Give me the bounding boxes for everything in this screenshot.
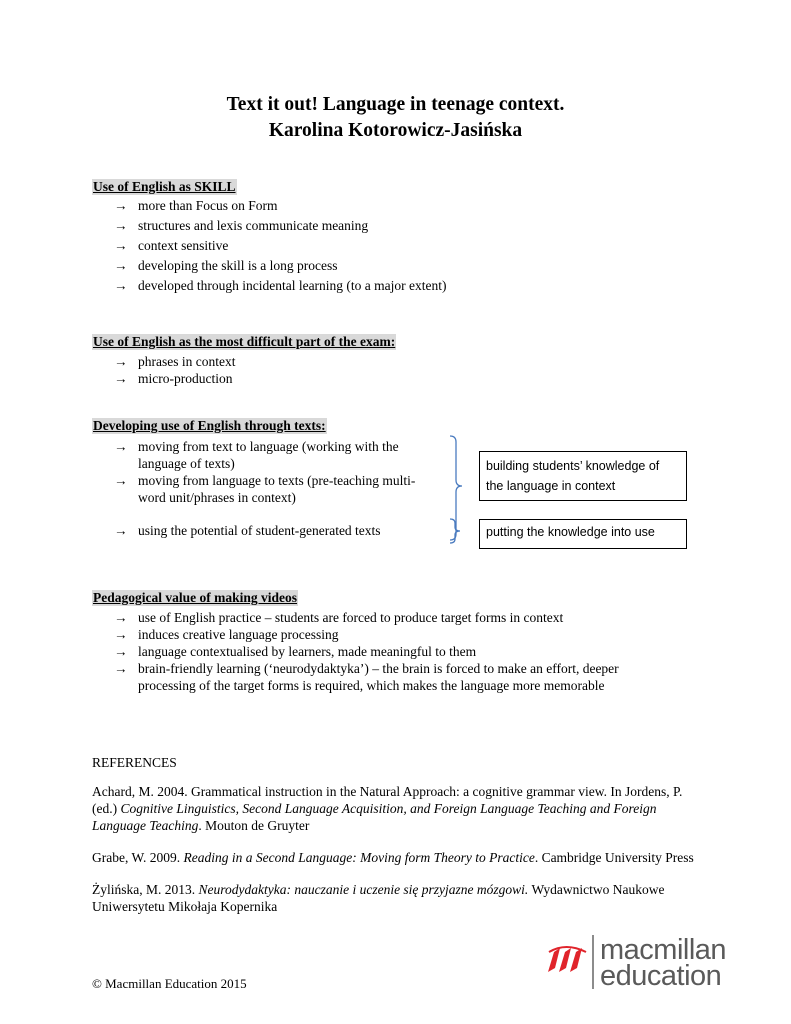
arrow-icon: → xyxy=(114,644,128,659)
section-heading-videos: Pedagogical value of making videos xyxy=(93,590,298,605)
list-item: → use of English practice – students are forced to produce target forms in context xyxy=(114,610,564,625)
bullet-list-texts xyxy=(114,438,438,539)
list-item: → moving from language to texts (pre-teaching multi-word unit/phrases in context) xyxy=(114,473,416,505)
macmillan-education-logo xyxy=(544,933,727,993)
references-list xyxy=(92,783,702,930)
arrow-icon: → xyxy=(114,198,128,213)
section-heading-exam: Use of English as the most difficult part of the exam: xyxy=(93,334,396,349)
arrow-icon: → xyxy=(114,661,128,676)
arrow-icon: → xyxy=(114,218,128,233)
list-item: → brain-friendly learning (‘neurodydaktyka’) – the brain is forced to make an effort, deeper processing of the target forms is required, which makes the language more memorable xyxy=(114,661,619,693)
arrow-icon: → xyxy=(114,371,128,386)
references-heading: REFERENCES xyxy=(92,755,177,770)
list-item: → more than Focus on Form xyxy=(114,198,278,213)
bullet-list-videos xyxy=(114,609,654,694)
arrow-icon: → xyxy=(114,238,128,253)
list-item: → using the potential of student-generated texts xyxy=(114,523,381,538)
bullet-list-skill xyxy=(114,197,447,294)
logo-divider xyxy=(592,935,594,989)
section-heading-skill: Use of English as SKILL xyxy=(93,179,236,194)
copyright-footer: © Macmillan Education 2015 xyxy=(92,976,247,991)
reference-item: Grabe, W. 2009. Reading in a Second Language: Moving form Theory to Practice. Cambridge University Press xyxy=(92,850,694,865)
arrow-icon: → xyxy=(114,473,128,488)
list-item: → developed through incidental learning (to a major extent) xyxy=(114,278,447,293)
summary-box-use: putting the knowledge into use xyxy=(479,519,687,549)
list-item: → context sensitive xyxy=(114,238,229,253)
list-item: → phrases in context xyxy=(114,354,236,369)
arrow-icon: → xyxy=(114,354,128,369)
reference-item: Żylińska, M. 2013. Neurodydaktyka: nauczanie i uczenie się przyjazne mózgowi. Wydawnictwo Naukowe Uniwersytetu Mikołaja Kopernika xyxy=(92,882,665,914)
macmillan-logo-mark-icon xyxy=(546,944,590,974)
author-line: Karolina Kotorowicz-Jasińska xyxy=(268,120,523,141)
arrow-icon: → xyxy=(114,258,128,273)
list-item: → micro-production xyxy=(114,371,233,386)
arrow-icon: → xyxy=(114,610,128,625)
list-item: → moving from text to language (working with the language of texts) xyxy=(114,439,399,471)
list-item: → language contextualised by learners, made meaningful to them xyxy=(114,644,477,659)
section-heading-texts: Developing use of English through texts: xyxy=(93,418,326,433)
document-title xyxy=(0,92,791,144)
list-item: → structures and lexis communicate meaning xyxy=(114,218,369,233)
arrow-icon: → xyxy=(114,439,128,454)
bullet-list-exam xyxy=(114,353,235,387)
title-line: Text it out! Language in teenage context. xyxy=(226,94,565,115)
logo-text-line1: macmillan xyxy=(600,934,727,966)
list-item: → developing the skill is a long process xyxy=(114,258,338,273)
summary-box-knowledge: building students’ knowledge of the language in context xyxy=(479,451,687,501)
arrow-icon: → xyxy=(114,523,128,538)
arrow-icon: → xyxy=(114,278,128,293)
brace-icon xyxy=(446,518,470,544)
list-item: → induces creative language processing xyxy=(114,627,339,642)
arrow-icon: → xyxy=(114,627,128,642)
logo-text-line2: education xyxy=(600,960,722,992)
reference-item: Achard, M. 2004. Grammatical instruction in the Natural Approach: a cognitive grammar view. In Jordens, P. (ed.) Cognitive Linguistics, Second Language Acquisition, and Foreign Language Teaching and Foreign Language Teaching. Mouton de Gruyter xyxy=(92,784,683,833)
